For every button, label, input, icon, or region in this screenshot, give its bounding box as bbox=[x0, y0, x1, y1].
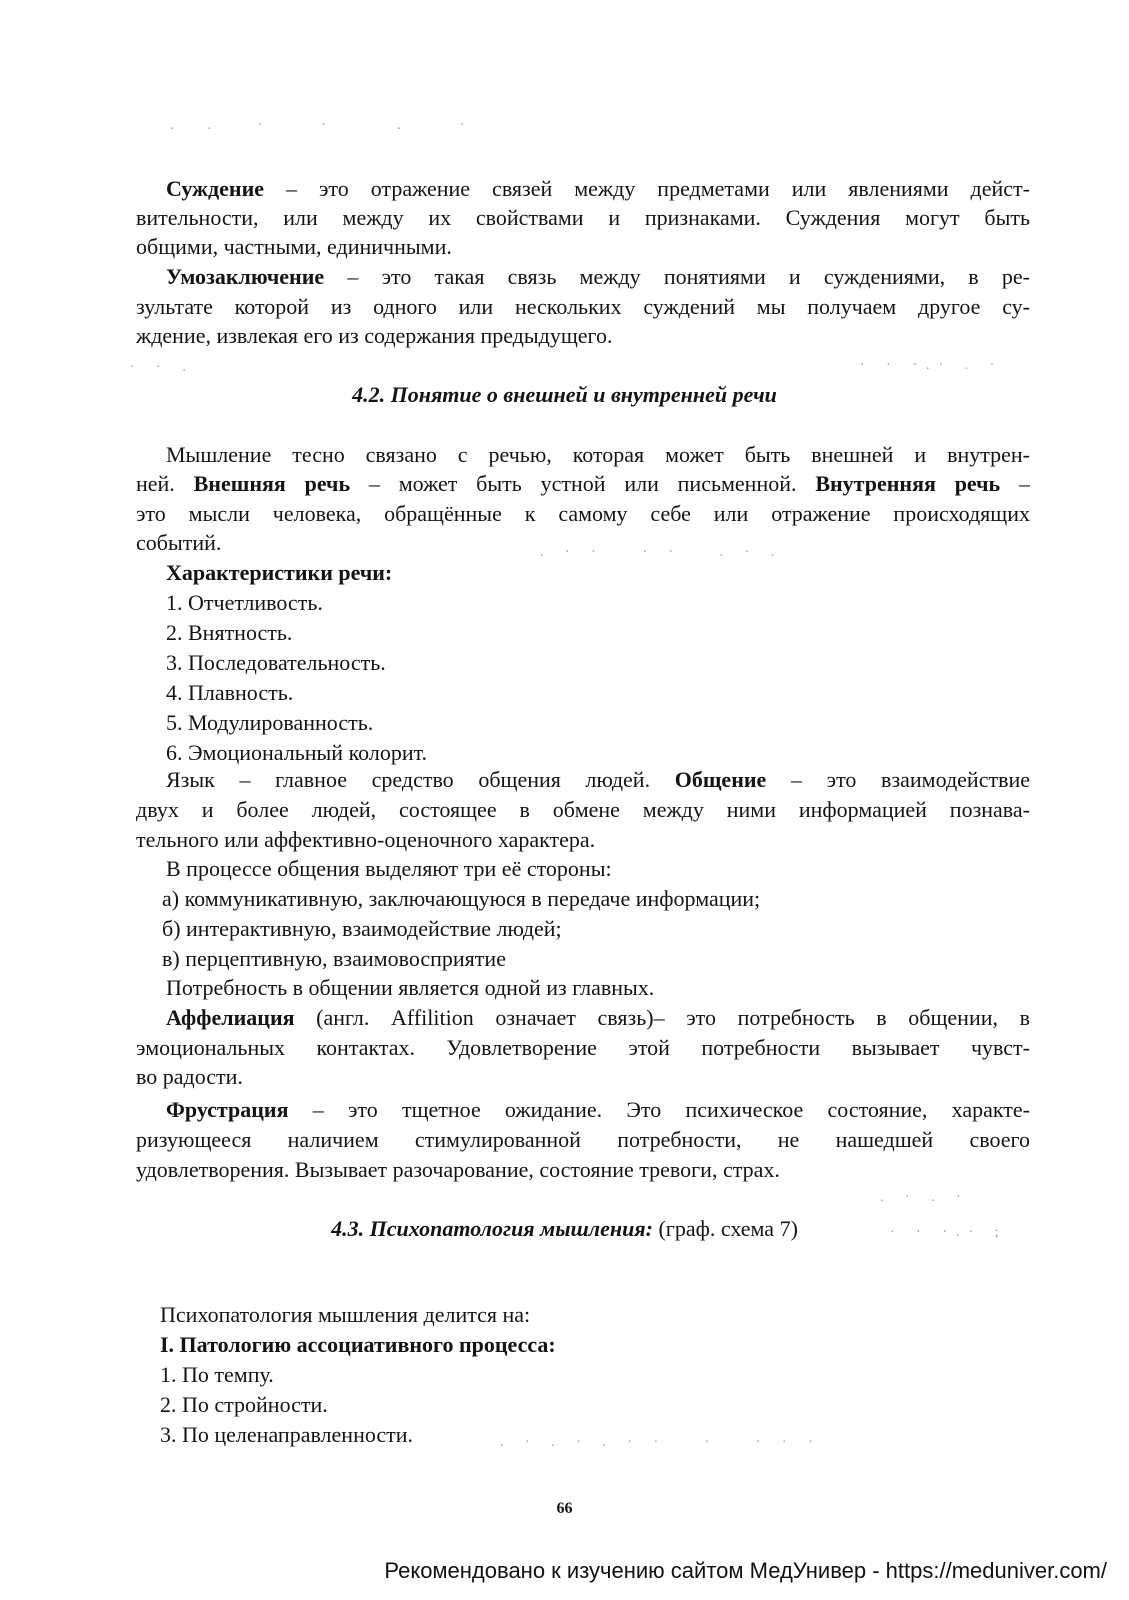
footer-watermark: Рекомендовано к изучению сайтом МедУнивер - https://meduniver.com/ bbox=[384, 1558, 1107, 1583]
term-external-speech: Внешняя речь bbox=[193, 471, 351, 496]
term-frustration: Фрустрация bbox=[166, 1097, 289, 1122]
list-item: а) коммуникативную, заключающуюся в передаче информации; bbox=[162, 886, 761, 911]
section-heading-4-3: 4.3. Психопатология мышления: (граф. схема 7) bbox=[331, 1216, 798, 1241]
paragraph-frustration-line-3: удовлетворения. Вызывает разочарование, состояние тревоги, страх. bbox=[136, 1157, 780, 1182]
list-item: 2. Внятность. bbox=[166, 620, 293, 645]
scan-noise: . · . · bbox=[880, 1190, 970, 1205]
speech-characteristics-title: Характеристики речи: bbox=[166, 560, 393, 585]
speech-characteristics-list bbox=[166, 588, 427, 768]
scan-noise: · · . bbox=[130, 360, 195, 375]
scan-noise: . · · · · . · . bbox=[540, 545, 784, 560]
term-internal-speech: Внутренняя речь bbox=[815, 471, 1001, 496]
psychopathology-list bbox=[160, 1360, 413, 1450]
term-affiliation: Аффелиация bbox=[166, 1005, 295, 1030]
page-number: 66 bbox=[556, 1500, 573, 1517]
list-item: в) перцептивную, взаимовосприятие bbox=[162, 946, 506, 971]
list-item: 3. По целенаправленности. bbox=[160, 1422, 414, 1447]
paragraph-inference-line-3: ждение, извлекая его из содержания предыдущего. bbox=[136, 323, 613, 348]
paragraph-judgment-line-3: общими, частными, единичными. bbox=[136, 234, 452, 259]
list-item: 1. Отчетливость. bbox=[166, 590, 323, 615]
list-item: 3. Последовательность. bbox=[166, 650, 386, 675]
paragraph-inference-line-2: зультате которой из одного или нескольких суждений мы получаем другое су- bbox=[136, 294, 1030, 319]
list-item: 1. По темпу. bbox=[160, 1362, 274, 1387]
scan-noise: . · . · . · · · · · · bbox=[500, 1435, 822, 1450]
scan-noise: . . · · . · bbox=[170, 118, 474, 133]
list-item: 5. Модулированность. bbox=[166, 710, 374, 735]
paragraph-affiliation-line-1: Аффелиация (англ. Affilition означает связь)– это потребность в общении, в bbox=[166, 1005, 1030, 1030]
paragraph-speech-line-4: событий. bbox=[136, 530, 222, 555]
list-item: б) интерактивную, взаимодействие людей; bbox=[162, 916, 562, 941]
paragraph-communication-line-3: тельного или аффективно-оценочного характера. bbox=[136, 827, 596, 852]
paragraph-affiliation-line-2: эмоциональных контактах. Удовлетворение этой потребности вызывает чувст- bbox=[136, 1035, 1030, 1060]
communication-sides-list bbox=[162, 884, 760, 974]
paragraph-need: Потребность в общении является одной из главных. bbox=[166, 975, 655, 1000]
psychopathology-section-title: I. Патологию ассоциативного процесса: bbox=[160, 1332, 556, 1357]
paragraph-frustration-line-1: Фрустрация – это тщетное ожидание. Это психическое состояние, характе- bbox=[166, 1097, 1030, 1122]
term-communication: Общение bbox=[674, 767, 767, 792]
psychopathology-intro: Психопатология мышления делится на: bbox=[160, 1302, 531, 1327]
communication-sides-intro: В процессе общения выделяют три её стороны: bbox=[166, 856, 612, 881]
list-item: 4. Плавность. bbox=[166, 680, 294, 705]
paragraph-speech-line-1: Мышление тесно связано с речью, которая может быть внешней и внутрен- bbox=[166, 442, 1030, 467]
term-inference: Умозаключение bbox=[166, 264, 325, 289]
section-heading-4-2: 4.2. Понятие о внешней и внутренней речи bbox=[352, 382, 777, 407]
paragraph-judgment-line-1: Суждение – это отражение связей между предметами или явлениями дейст- bbox=[166, 176, 1030, 201]
scan-noise: · · ·.· ; bbox=[890, 1225, 1008, 1240]
paragraph-frustration-line-2: ризующееся наличием стимулированной потребности, не нашедшей своего bbox=[136, 1127, 1030, 1152]
paragraph-inference-line-1: Умозаключение – это такая связь между понятиями и суждениями, в ре- bbox=[166, 264, 1030, 289]
paragraph-affiliation-line-3: во радости. bbox=[136, 1064, 243, 1089]
list-item: 6. Эмоциональный колорит. bbox=[166, 740, 428, 765]
term-judgment: Суждение bbox=[166, 176, 265, 201]
paragraph-communication-line-2: двух и более людей, состоящее в обмене между ними информацией познава- bbox=[136, 797, 1030, 822]
paragraph-speech-line-3: это мысли человека, обращённые к самому себе или отражение происходящих bbox=[136, 501, 1030, 526]
paragraph-speech-line-2: ней. Внешняя речь – может быть устной или письменной. Внутренняя речь – bbox=[136, 471, 1030, 496]
paragraph-judgment-line-2: вительности, или между их свойствами и признаками. Суждения могут быть bbox=[136, 205, 1030, 230]
paragraph-communication-line-1: Язык – главное средство общения людей. Общение – это взаимодействие bbox=[166, 767, 1030, 792]
list-item: 2. По стройности. bbox=[160, 1392, 328, 1417]
scan-noise: · · ·.· . · bbox=[860, 358, 1004, 373]
diagram-reference: (граф. схема 7) bbox=[652, 1216, 798, 1241]
